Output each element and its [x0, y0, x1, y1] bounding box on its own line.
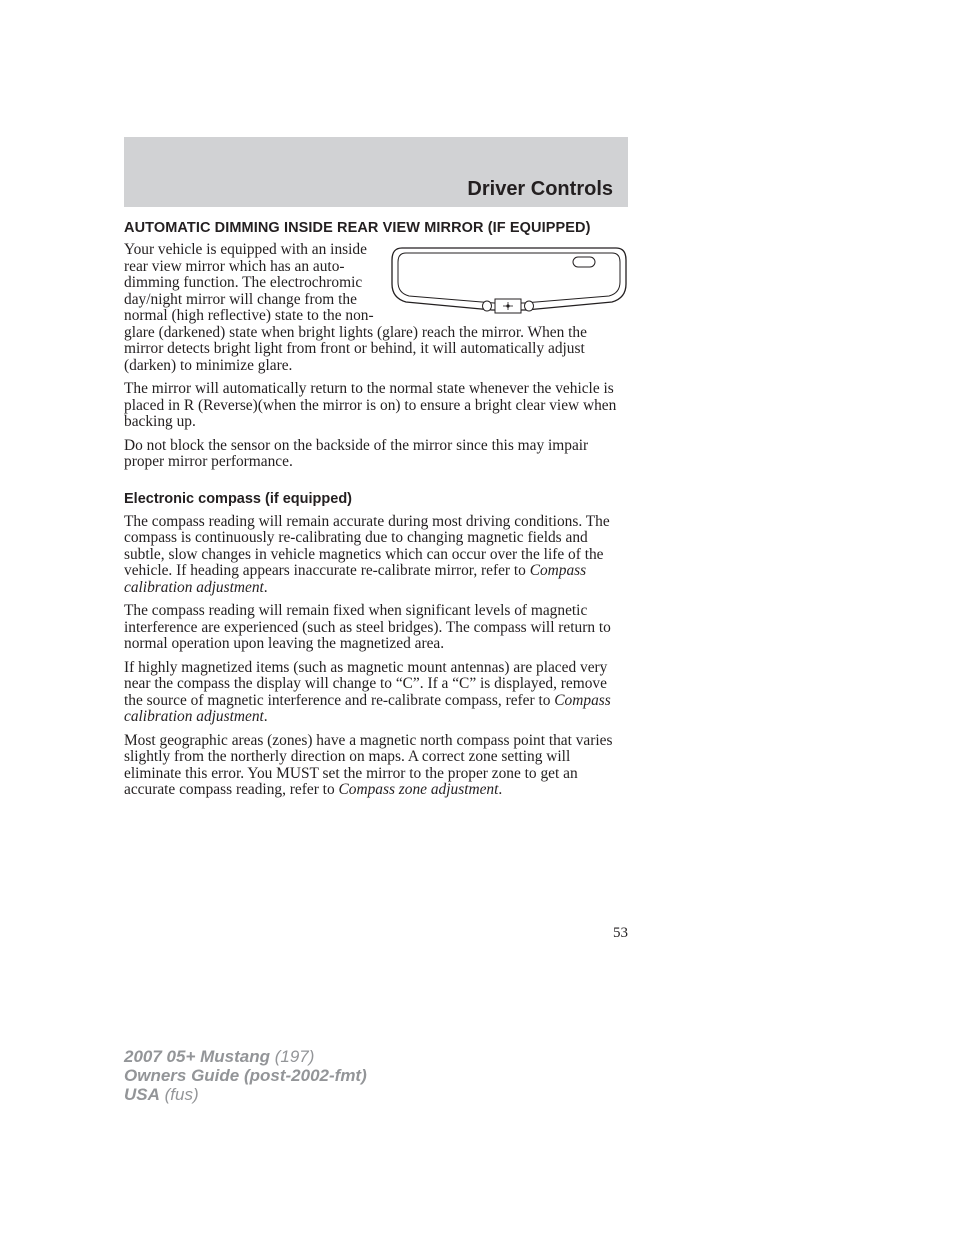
- footer-market-code: (fus): [164, 1085, 199, 1104]
- rear-view-mirror-illustration: [390, 242, 628, 318]
- compass-paragraph-2: The compass reading will remain fixed when significant levels of magnetic interference are experienced (such as steel bridges). The compass will return to normal operation upon leaving the magnetized area.: [124, 602, 611, 652]
- compass-paragraph-3: [124, 660, 628, 726]
- page-content: [124, 220, 628, 806]
- compass-p4-text: Most geographic areas (zones) have a magnetic north compass point that varies slightly from the northerly direction on maps. A correct zone setting will eliminate this error. You MUST set the mirror to the proper zone to get an accurate compass reading, refer to: [124, 731, 613, 798]
- page-number: 53: [613, 925, 628, 941]
- footer-guide: Owners Guide (post-2002-fmt): [124, 1066, 367, 1085]
- compass-heading: Electronic compass (if equipped): [124, 490, 353, 507]
- calibration-reference: Compass calibration adjustment: [124, 691, 611, 725]
- compass-paragraph-1: [124, 514, 628, 597]
- footer-model-code: (197): [274, 1047, 315, 1066]
- calibration-reference: Compass calibration adjustment: [124, 562, 587, 596]
- mirror-paragraph-2: The mirror will automatically return to the normal state whenever the vehicle is placed in R (Reverse)(when the mirror is on) to ensure a bright clear view when backing up.: [124, 380, 617, 430]
- section-header-band: [124, 137, 628, 207]
- mirror-paragraph-1: Your vehicle is equipped with an inside rear view mirror which has an auto-dimming function. The electrochromic day/night mirror will change from the normal (high reflective) state to the non-glare (darkened) state when bright lights (glare) reach the mirror. When the mirror detects bright light from front or behind, it will automatically adjust (darken) to minimize glare.: [124, 241, 587, 374]
- footer-line-1: [124, 1047, 367, 1066]
- section-title: Driver Controls: [467, 178, 613, 200]
- zone-reference: Compass zone adjustment: [338, 781, 499, 798]
- document-footer: [124, 1047, 367, 1104]
- compass-p4-end: .: [498, 781, 503, 798]
- compass-p3-text: If highly magnetized items (such as magnetic mount antennas) are placed very near the compass the display will change to “C”. If a “C” is displayed, remove the source of magnetic interference and re-calibrate compass, refer to: [124, 658, 608, 709]
- compass-p3-end: .: [263, 708, 268, 725]
- footer-market: USA: [124, 1085, 160, 1104]
- compass-p1-end: .: [263, 578, 268, 596]
- compass-p1-text: The compass reading will remain accurate during most driving conditions. The compass is continuously re-calibrating due to changing magnetic fields and subtle, slow changes in vehicle magnetics which can occur over the life of the vehicle. If heading appears inaccurate re-calibrate mirror, refer to: [124, 512, 610, 579]
- mirror-paragraph-3: Do not block the sensor on the backside of the mirror since this may impair proper mirror performance.: [124, 436, 589, 470]
- compass-paragraph-4: [124, 733, 628, 799]
- footer-line-3: [124, 1085, 367, 1104]
- footer-line-2: [124, 1066, 367, 1085]
- mirror-heading: AUTOMATIC DIMMING INSIDE REAR VIEW MIRROR (IF EQUIPPED): [124, 220, 591, 236]
- footer-model: 2007 05+ Mustang: [124, 1047, 270, 1066]
